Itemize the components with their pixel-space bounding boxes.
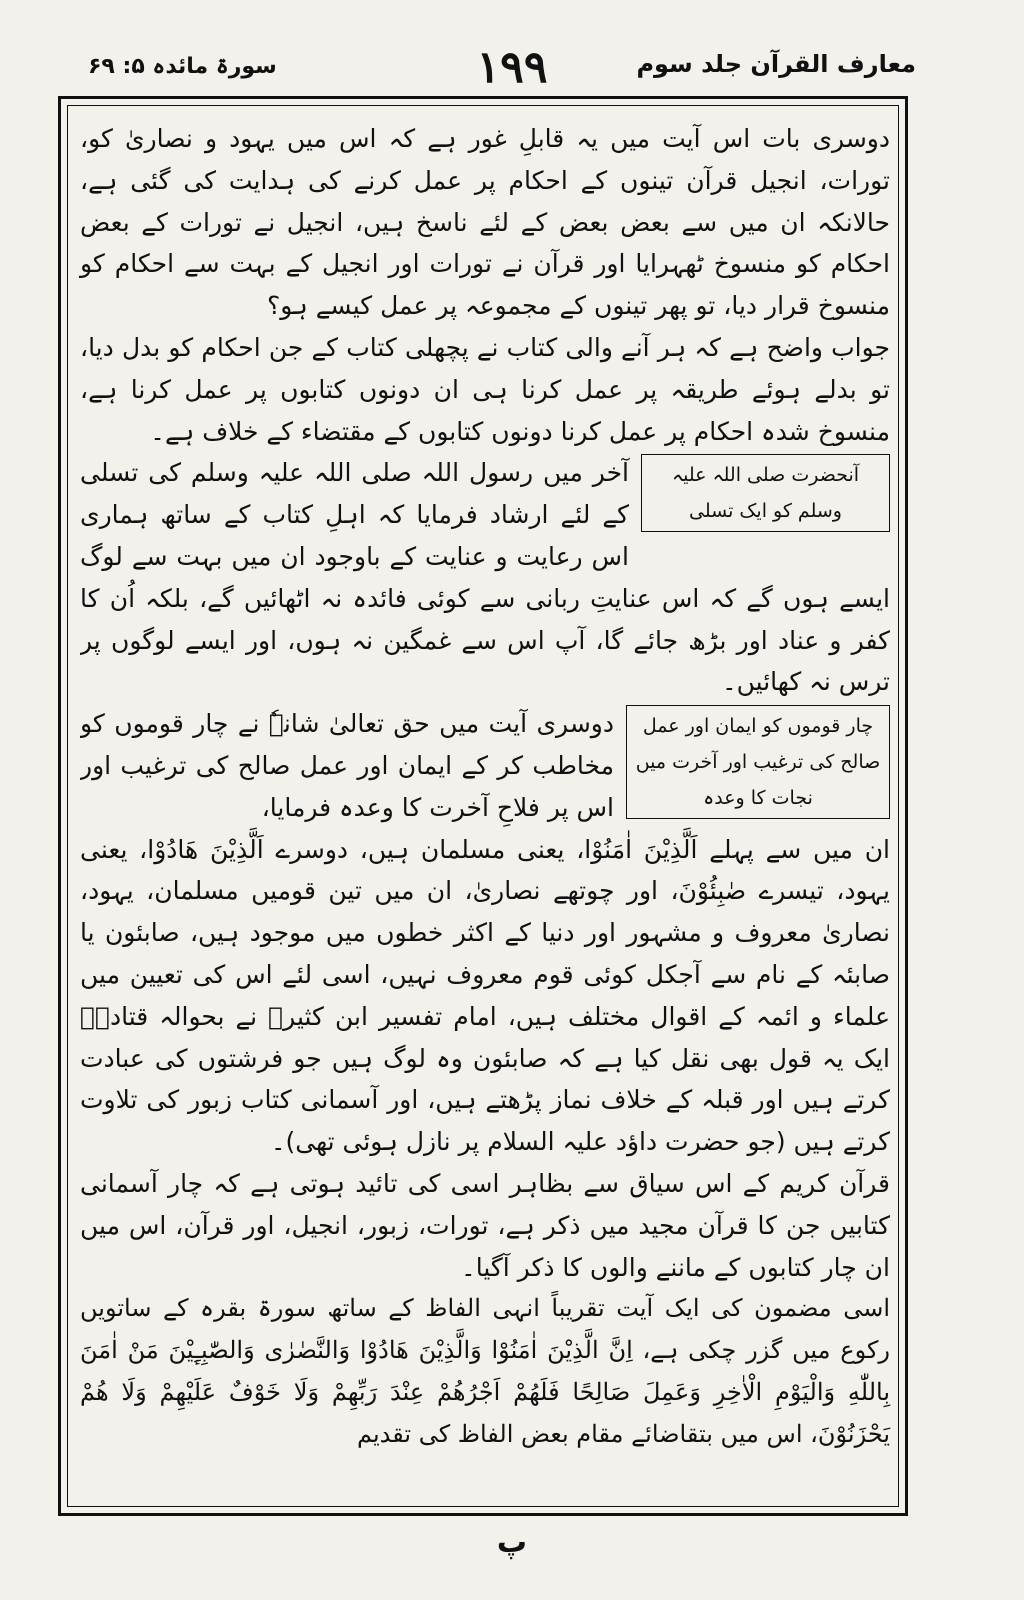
book-title: معارف القرآن جلد سوم: [636, 50, 916, 78]
section-four-nations: [80, 703, 890, 828]
paragraph-answer: جواب واضح ہے کہ ہر آنے والی کتاب نے پچھلی کتاب کے جن احکام کو بدل دیا، تو بدلے ہوئے طریقہ پر عمل کرنا ہی ان دونوں کتابوں پر عمل کرنا ہے، منسوخ شدہ احکام پر عمل کرنا دونوں کتابوں کے مقتضاء کے خلاف ہے۔: [80, 332, 890, 446]
paragraph-baqarah-verse: اسی مضمون کی ایک آیت تقریباً انہی الفاظ کے ساتھ سورۃ بقرہ کے ساتویں رکوع میں گزر چکی ہے، اِنَّ الَّذِیْنَ اٰمَنُوْا وَالَّذِیْنَ هَادُوْا وَالنَّصٰرٰی وَالصّٰبِـِٕیْنَ مَنْ اٰمَنَ بِاللّٰهِ وَالْیَوْمِ الْاٰخِرِ وَعَمِلَ صَالِحًا فَلَهُمْ اَجْرُهُمْ عِنْدَ رَبِّهِمْ وَلَا خَوْفٌ عَلَیْهِمْ وَلَا هُمْ یَحْزَنُوْنَ، اس میں بتقاضائے مقام بعض الفاظ کی تقدیم: [80, 1294, 890, 1448]
surah-reference: سورۃ مائدہ ۵: ۶۹: [88, 54, 277, 79]
paragraph-second-point: دوسری بات اس آیت میں یہ قابلِ غور ہے کہ اس میں یہود و نصاریٰ کو، تورات، انجیل قرآن تینوں کے احکام پر عمل کرنے کی ہدایت کی گئی ہے، حالانکہ ان میں سے بعض بعض کے لئے ناسخ ہیں، انجیل نے تورات کے بعض احکام کو منسوخ ٹھہرایا اور قرآن نے تورات اور انجیل کے بہت سے احکام کو منسوخ قرار دیا، تو پھر تینوں کے مجموعہ پر عمل کیسے ہو؟: [80, 124, 890, 321]
section-consolation: [80, 452, 890, 703]
paragraph-nations-detail: ان میں سے پہلے اَلَّذِیْنَ اٰمَنُوْا، یعنی مسلمان ہیں، دوسرے اَلَّذِیْنَ هَادُوْا، یعنی یہود، تیسرے صٰبِئُوْنَ، اور چوتھے نصاریٰ، ان میں تین قومیں مسلمان، یہود، نصاریٰ معروف و مشہور اور دنیا کے اکثر خطوں میں موجود ہیں، صابئون یا صابئہ کے نام سے آجکل کوئی قوم معروف نہیں، اسی لئے اس کی تعیین میں علماء و ائمہ کے اقوال مختلف ہیں، امام تفسیر ابن کثیرؒ نے بحوالہ قتادۃؒ ایک یہ قول بھی نقل کیا ہے کہ صابئون وہ لوگ ہیں جو فرشتوں کی عبادت کرتے ہیں اور قبلہ کے خلاف نماز پڑھتے ہیں، اور آسمانی کتاب زبور کی تلاوت کرتے ہیں (جو حضرت داؤد علیہ السلام پر نازل ہوئی تھی)۔: [80, 834, 890, 1157]
paragraph-four-books: قرآن کریم کے اس سیاق سے بظاہر اسی کی تائید ہوتی ہے کہ چار آسمانی کتابیں جن کا قرآن مجید میں ذکر ہے، تورات، زبور، انجیل، اور قرآن، اس میں ان چار کتابوں کے ماننے والوں کا ذکر آگیا۔: [80, 1168, 890, 1282]
side-heading-consolation: آنحضرت صلی اللہ علیہ وسلم کو ایک تسلی: [641, 454, 890, 532]
page-header: [0, 42, 1024, 102]
paragraph-consolation: آخر میں رسول اللہ صلی اللہ علیہ وسلم کی تسلی کے لئے ارشاد فرمایا کہ اہلِ کتاب کے ساتھ ہماری اس رعایت و عنایت کے باوجود ان میں بہت سے لوگ ایسے ہوں گے کہ اس عنایتِ ربانی سے کوئی فائدہ نہ اٹھائیں گے، بلکہ اُن کا کفر و عناد اور بڑھ جائے گا، آپ اس سے غمگین نہ ہوں، اور ایسے لوگوں پر ترس نہ کھائیں۔: [80, 458, 890, 697]
signature-mark: پ: [496, 1525, 528, 1560]
page-body: [80, 118, 890, 1508]
side-heading-four-nations: چار قوموں کو ایمان اور عمل صالح کی ترغیب اور آخرت میں نجات کا وعدہ: [626, 705, 890, 819]
paragraph-four-nations: دوسری آیت میں حق تعالیٰ شانہٗ نے چار قوموں کو مخاطب کر کے ایمان اور عمل صالح کی ترغیب اور اس پر فلاحِ آخرت کا وعدہ فرمایا،: [80, 709, 614, 822]
page-number: ۱۹۹: [476, 42, 548, 93]
